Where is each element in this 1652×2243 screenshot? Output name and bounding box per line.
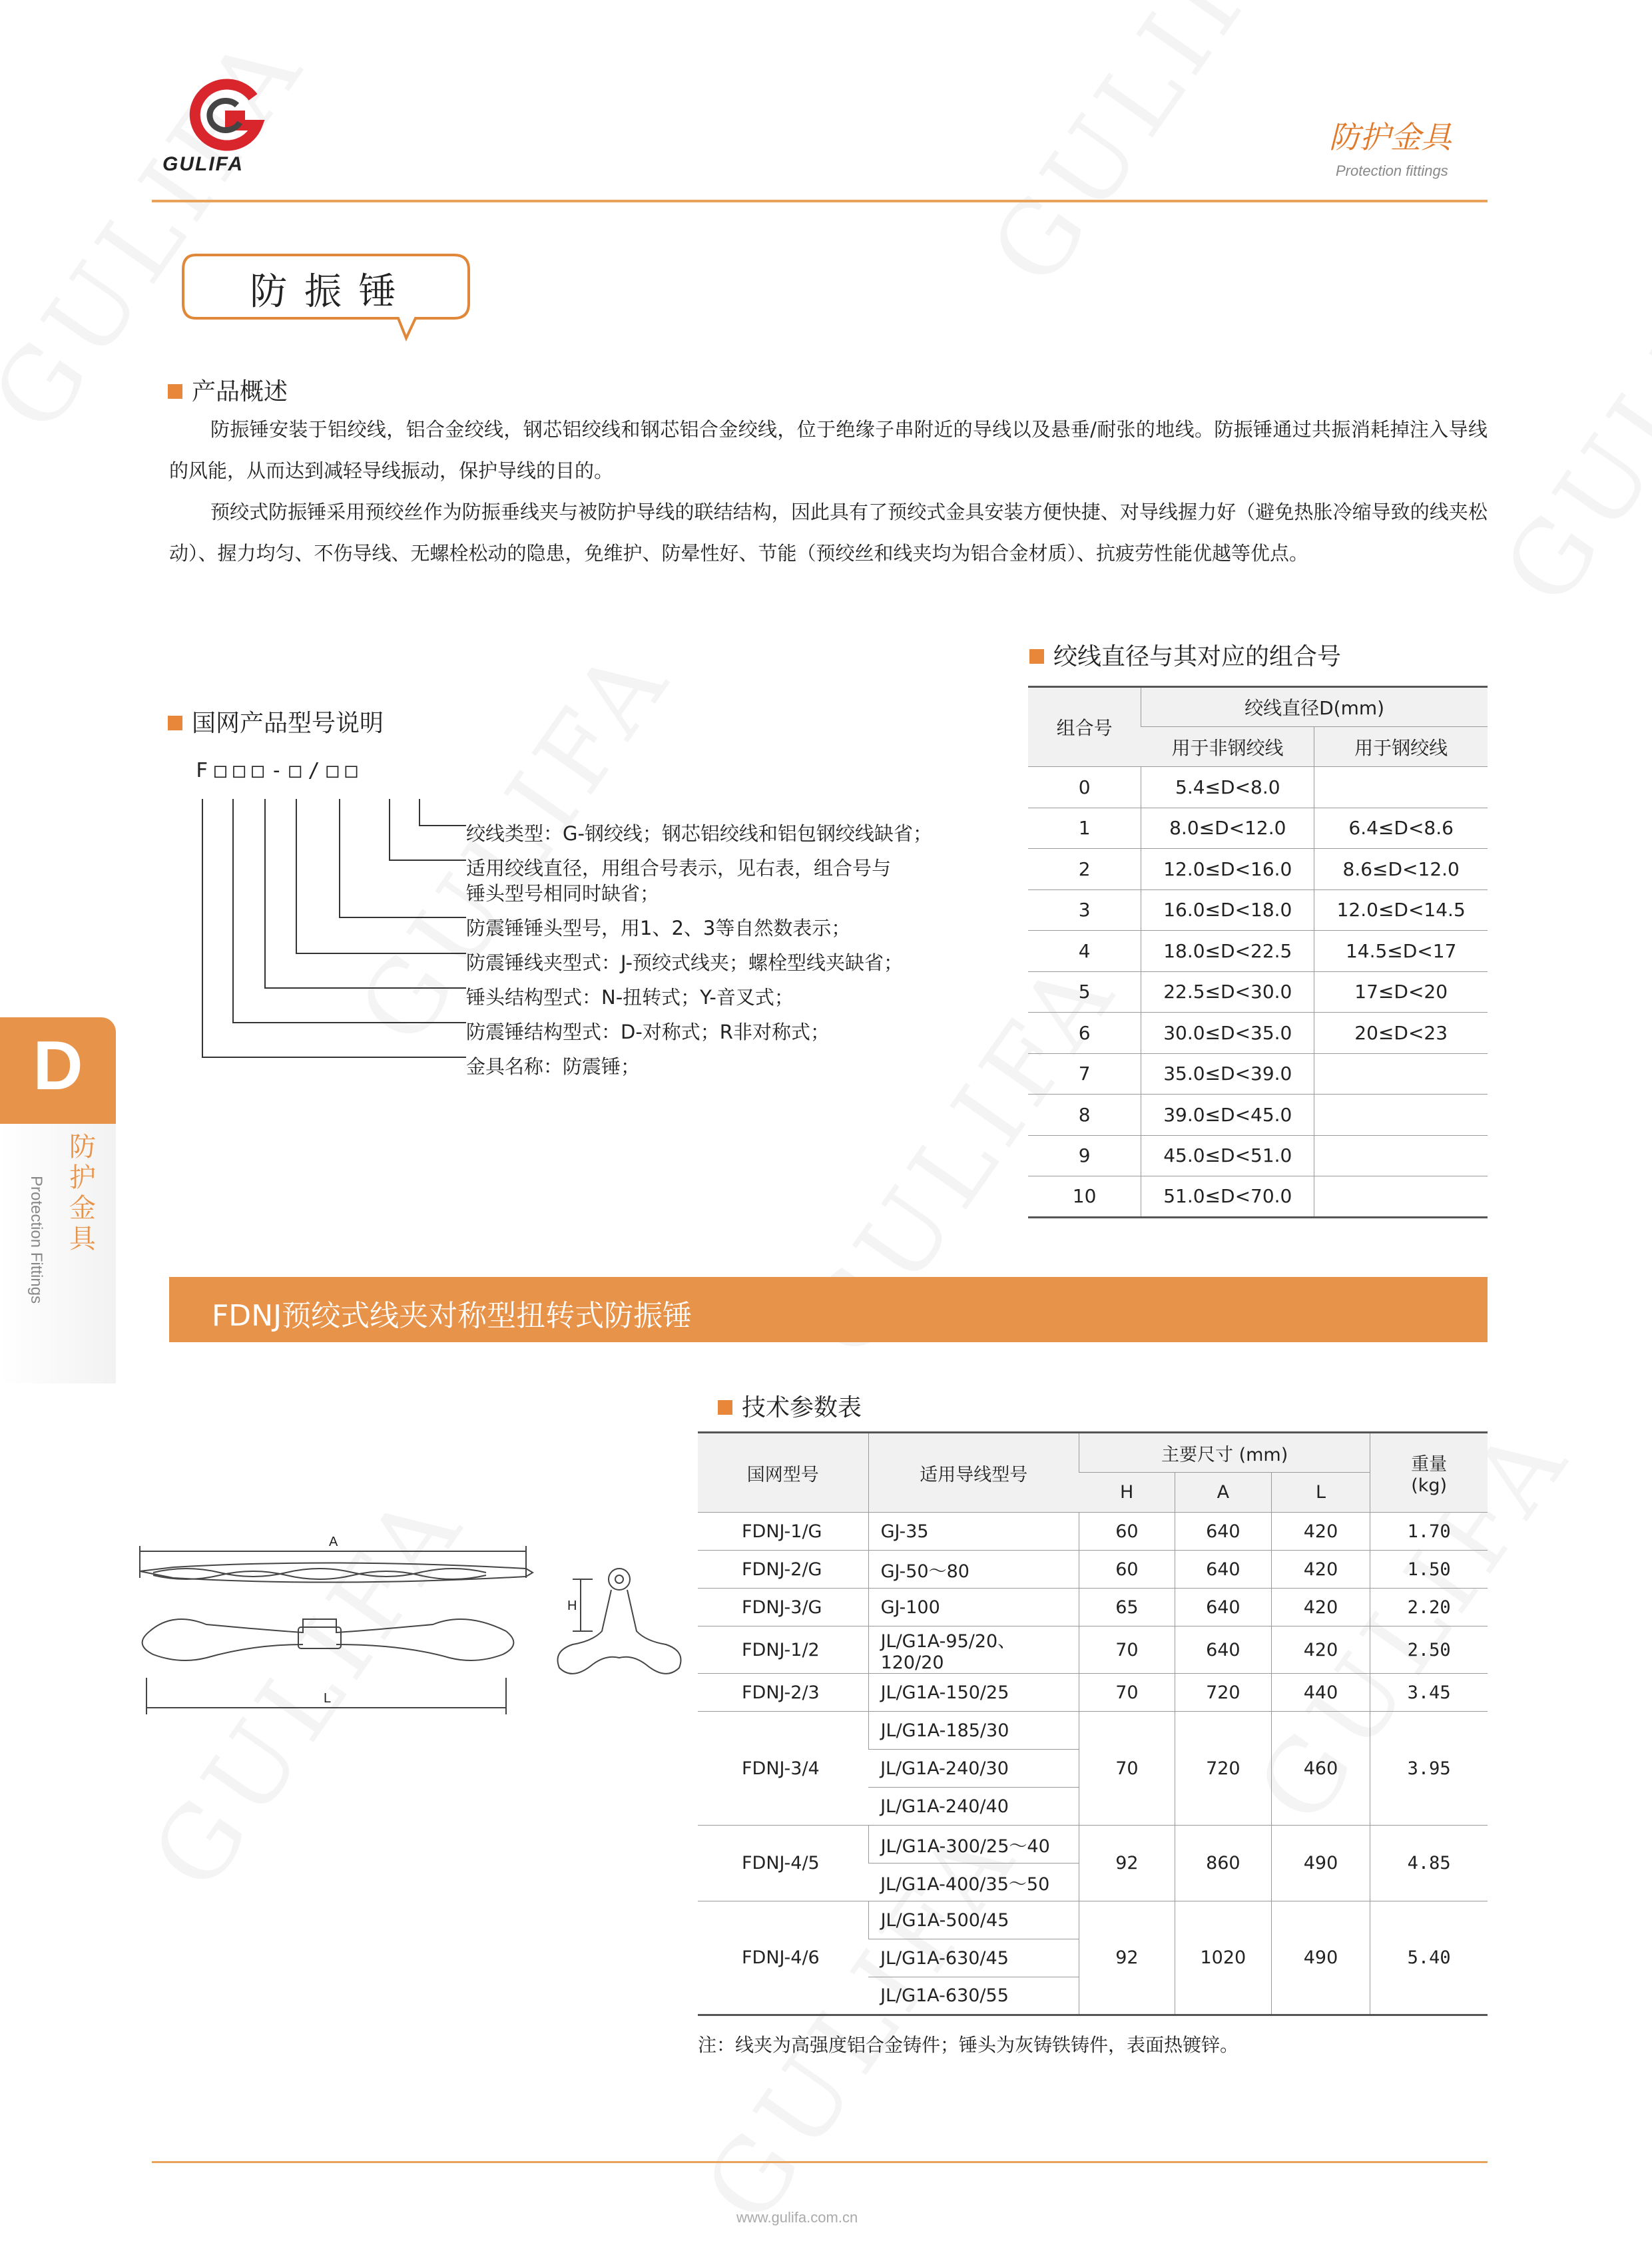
overview-paragraph-2: 预绞式防振锤采用预绞丝作为防振垂线夹与被防护导线的联结结构，因此具有了预绞式金具安装方便快捷、对导线握力好（避免热胀冷缩导致的线夹松动）、握力均匀、不伤导线、无螺栓松动的隐患，免维护、防晕性好、节能（预绞丝和线夹均为铝合金材质）、抗疲劳性能优越等优点。 (169, 501, 1488, 565)
logo-text: GULIFA (162, 153, 244, 175)
legend-item: 绞线类型：G-钢绞线；钢芯铝绞线和铝包钢绞线缺省； (466, 822, 932, 845)
logo-mark-icon (184, 79, 270, 152)
table-row (698, 1551, 1488, 1589)
table-row (1028, 931, 1488, 972)
table-cell-steel: 20≤D<23 (1314, 1013, 1488, 1054)
table-cell-steel: 8.6≤D<12.0 (1314, 849, 1488, 890)
cell-model: FDNJ-4/5 (698, 1826, 868, 1901)
legend-item: 锤头结构型式：N-扭转式；Y-音叉式； (466, 986, 794, 1009)
model-legend (466, 816, 932, 1084)
cell-conductor: GJ-100 (868, 1589, 1079, 1626)
cell-a: 720 (1175, 1712, 1271, 1826)
cell-h: 92 (1079, 1826, 1175, 1901)
table-cell-nonsteel: 8.0≤D<12.0 (1141, 808, 1314, 849)
col-dims: 主要尺寸 (mm) (1079, 1433, 1370, 1473)
cell-conductor: GJ-50～80 (868, 1551, 1079, 1589)
header-rule (152, 200, 1488, 202)
cell-conductor: JL/G1A-150/25 (868, 1674, 1079, 1712)
table-row (698, 1901, 1488, 1939)
table-cell-nonsteel: 45.0≤D<51.0 (1141, 1135, 1314, 1176)
cell-l: 420 (1271, 1551, 1370, 1589)
table-row (1028, 1095, 1488, 1136)
cell-conductor: JL/G1A-240/30 (868, 1750, 1079, 1788)
table-cell-nonsteel: 35.0≤D<39.0 (1141, 1053, 1314, 1095)
cell-w: 3.45 (1370, 1674, 1488, 1712)
col-l: L (1271, 1473, 1370, 1513)
legend-item: 适用绞线直径，用组合号表示，见右表，组合号与 (466, 857, 892, 879)
diameter-table (1028, 686, 1488, 1218)
col-h: H (1079, 1473, 1175, 1513)
cell-conductor: JL/G1A-300/25～40 (868, 1826, 1079, 1864)
overview-paragraph-1: 防振锤安装于铝绞线，铝合金绞线，钢芯铝绞线和钢芯铝合金绞线，位于绝缘子串附近的导线以及悬垂/耐张的地线。防振锤通过共振消耗掉注入导线的风能，从而达到减轻导线振动，保护导线的目的。 (169, 418, 1488, 482)
table-row (1028, 1013, 1488, 1054)
cell-l: 490 (1271, 1901, 1370, 2015)
cell-model: FDNJ-1/G (698, 1513, 868, 1551)
cell-l: 460 (1271, 1712, 1370, 1826)
cell-l: 490 (1271, 1826, 1370, 1901)
table-cell-no: 6 (1028, 1013, 1141, 1054)
cell-a: 640 (1175, 1626, 1271, 1674)
table-cell-steel: 12.0≤D<14.5 (1314, 889, 1488, 931)
table-row (698, 1589, 1488, 1626)
col-nonsteel: 用于非钢绞线 (1141, 727, 1314, 767)
model-legend-lines (193, 779, 473, 1099)
page-title-box (181, 253, 470, 321)
table-row (698, 1712, 1488, 1750)
cell-w: 5.40 (1370, 1901, 1488, 2015)
model-explain-heading: 国网产品型号说明 (168, 704, 384, 738)
table-row (698, 1513, 1488, 1551)
table-cell-no: 10 (1028, 1176, 1141, 1218)
table-row (1028, 1053, 1488, 1095)
page-title: 防 振 锤 (250, 270, 399, 314)
table-cell-nonsteel: 12.0≤D<16.0 (1141, 849, 1314, 890)
col-conductor: 适用导线型号 (868, 1433, 1079, 1513)
side-tab-cn: 防护金具 (69, 1132, 96, 1254)
watermark (1482, 183, 1652, 625)
cell-model: FDNJ-2/G (698, 1551, 868, 1589)
table-cell-no: 3 (1028, 889, 1141, 931)
table-cell-steel (1314, 1176, 1488, 1218)
footer-url: www.gulifa.com.cn (736, 2209, 858, 2226)
product-banner (169, 1277, 1488, 1342)
cell-conductor: JL/G1A-630/55 (868, 1977, 1079, 2015)
cell-h: 70 (1079, 1674, 1175, 1712)
product-diagram (133, 1531, 699, 1731)
cell-w: 1.50 (1370, 1551, 1488, 1589)
diameter-table-heading: 绞线直径与其对应的组合号 (1029, 638, 1341, 672)
cell-h: 60 (1079, 1551, 1175, 1589)
cell-conductor: GJ-35 (868, 1513, 1079, 1551)
cell-w: 4.85 (1370, 1826, 1488, 1901)
col-model: 国网型号 (698, 1433, 868, 1513)
table-cell-nonsteel: 16.0≤D<18.0 (1141, 889, 1314, 931)
table-cell-no: 1 (1028, 808, 1141, 849)
logo (162, 79, 281, 178)
cell-conductor: JL/G1A-630/45 (868, 1939, 1079, 1977)
banner-title: FDNJ预绞式线夹对称型扭转式防振锤 (212, 1299, 692, 1333)
col-a: A (1175, 1473, 1271, 1513)
legend-item: 锤头型号相同时缺省； (466, 882, 660, 905)
col-steel: 用于钢绞线 (1314, 727, 1488, 767)
legend-item: 金具名称：防震锤； (466, 1055, 641, 1078)
table-cell-steel: 17≤D<20 (1314, 971, 1488, 1013)
table-cell-nonsteel: 39.0≤D<45.0 (1141, 1095, 1314, 1136)
diagram-label-h: H (567, 1599, 577, 1613)
table-row (1028, 767, 1488, 808)
table-cell-steel: 6.4≤D<8.6 (1314, 808, 1488, 849)
table-cell-nonsteel: 30.0≤D<35.0 (1141, 1013, 1314, 1054)
cell-model: FDNJ-1/2 (698, 1626, 868, 1674)
table-row (698, 1674, 1488, 1712)
cell-h: 70 (1079, 1712, 1175, 1826)
table-row (1028, 808, 1488, 849)
tech-note: 注：线夹为高强度铝合金铸件；锤头为灰铸铁铸件，表面热镀锌。 (698, 2034, 1239, 2056)
table-cell-nonsteel: 51.0≤D<70.0 (1141, 1176, 1314, 1218)
cell-model: FDNJ-4/6 (698, 1901, 868, 2015)
table-cell-no: 2 (1028, 849, 1141, 890)
cell-h: 60 (1079, 1513, 1175, 1551)
table-cell-no: 5 (1028, 971, 1141, 1013)
legend-item: 防震锤锤头型号，用1、2、3等自然数表示； (466, 917, 851, 939)
cell-model: FDNJ-3/4 (698, 1712, 868, 1826)
cell-l: 420 (1271, 1626, 1370, 1674)
section-subtitle: Protection fittings (1336, 162, 1448, 179)
cell-h: 65 (1079, 1589, 1175, 1626)
watermark (969, 0, 1327, 306)
cell-a: 640 (1175, 1589, 1271, 1626)
table-row (1028, 1176, 1488, 1218)
table-cell-no: 0 (1028, 767, 1141, 808)
footer-rule (152, 2161, 1488, 2163)
table-cell-no: 7 (1028, 1053, 1141, 1095)
cell-a: 640 (1175, 1551, 1271, 1589)
cell-conductor: JL/G1A-185/30 (868, 1712, 1079, 1750)
cell-conductor: JL/G1A-240/40 (868, 1788, 1079, 1826)
table-cell-no: 8 (1028, 1095, 1141, 1136)
cell-l: 420 (1271, 1513, 1370, 1551)
table-row (1028, 889, 1488, 931)
table-cell-no: 4 (1028, 931, 1141, 972)
model-pattern: F□□□-□/□□ (196, 759, 364, 782)
cell-w: 3.95 (1370, 1712, 1488, 1826)
table-row (1028, 849, 1488, 890)
side-tab (0, 1017, 116, 1124)
section-title: 防护金具 (1329, 119, 1452, 155)
col-group: 组合号 (1028, 687, 1141, 767)
cell-h: 70 (1079, 1626, 1175, 1674)
cell-a: 1020 (1175, 1901, 1271, 2015)
table-cell-no: 9 (1028, 1135, 1141, 1176)
table-row (698, 1626, 1488, 1674)
cell-model: FDNJ-3/G (698, 1589, 868, 1626)
side-tab-en: Protection Fittings (27, 1176, 45, 1304)
table-cell-steel (1314, 1053, 1488, 1095)
cell-a: 860 (1175, 1826, 1271, 1901)
cell-model: FDNJ-2/3 (698, 1674, 868, 1712)
table-row (1028, 1135, 1488, 1176)
table-cell-steel (1314, 1095, 1488, 1136)
cell-l: 420 (1271, 1589, 1370, 1626)
tech-table (698, 1431, 1488, 2016)
cell-a: 720 (1175, 1674, 1271, 1712)
side-tab-lower (0, 1124, 116, 1383)
table-cell-nonsteel: 22.5≤D<30.0 (1141, 971, 1314, 1013)
diagram-label-a: A (329, 1535, 338, 1549)
cell-l: 440 (1271, 1674, 1370, 1712)
table-cell-nonsteel: 5.4≤D<8.0 (1141, 767, 1314, 808)
diagram-label-l: L (324, 1691, 332, 1706)
table-row (698, 1826, 1488, 1864)
cell-w: 2.20 (1370, 1589, 1488, 1626)
tech-table-heading: 技术参数表 (718, 1389, 862, 1423)
overview-heading: 产品概述 (168, 373, 288, 407)
table-row (1028, 971, 1488, 1013)
table-cell-steel: 14.5≤D<17 (1314, 931, 1488, 972)
cell-a: 640 (1175, 1513, 1271, 1551)
cell-conductor: JL/G1A-95/20、120/20 (868, 1626, 1079, 1674)
table-cell-steel (1314, 767, 1488, 808)
table-cell-steel (1314, 1135, 1488, 1176)
col-weight: 重量 (kg) (1370, 1433, 1488, 1513)
table-cell-nonsteel: 18.0≤D<22.5 (1141, 931, 1314, 972)
legend-item: 防震锤结构型式：D-对称式；R非对称式； (466, 1021, 830, 1043)
legend-item: 防震锤线夹型式：J-预绞式线夹；螺栓型线夹缺省； (466, 951, 903, 974)
cell-w: 2.50 (1370, 1626, 1488, 1674)
col-diameter: 绞线直径D(mm) (1141, 687, 1488, 727)
cell-conductor: JL/G1A-400/35～50 (868, 1864, 1079, 1901)
cell-conductor: JL/G1A-500/45 (868, 1901, 1079, 1939)
cell-h: 92 (1079, 1901, 1175, 2015)
side-tab-letter: D (33, 1027, 83, 1105)
cell-w: 1.70 (1370, 1513, 1488, 1551)
